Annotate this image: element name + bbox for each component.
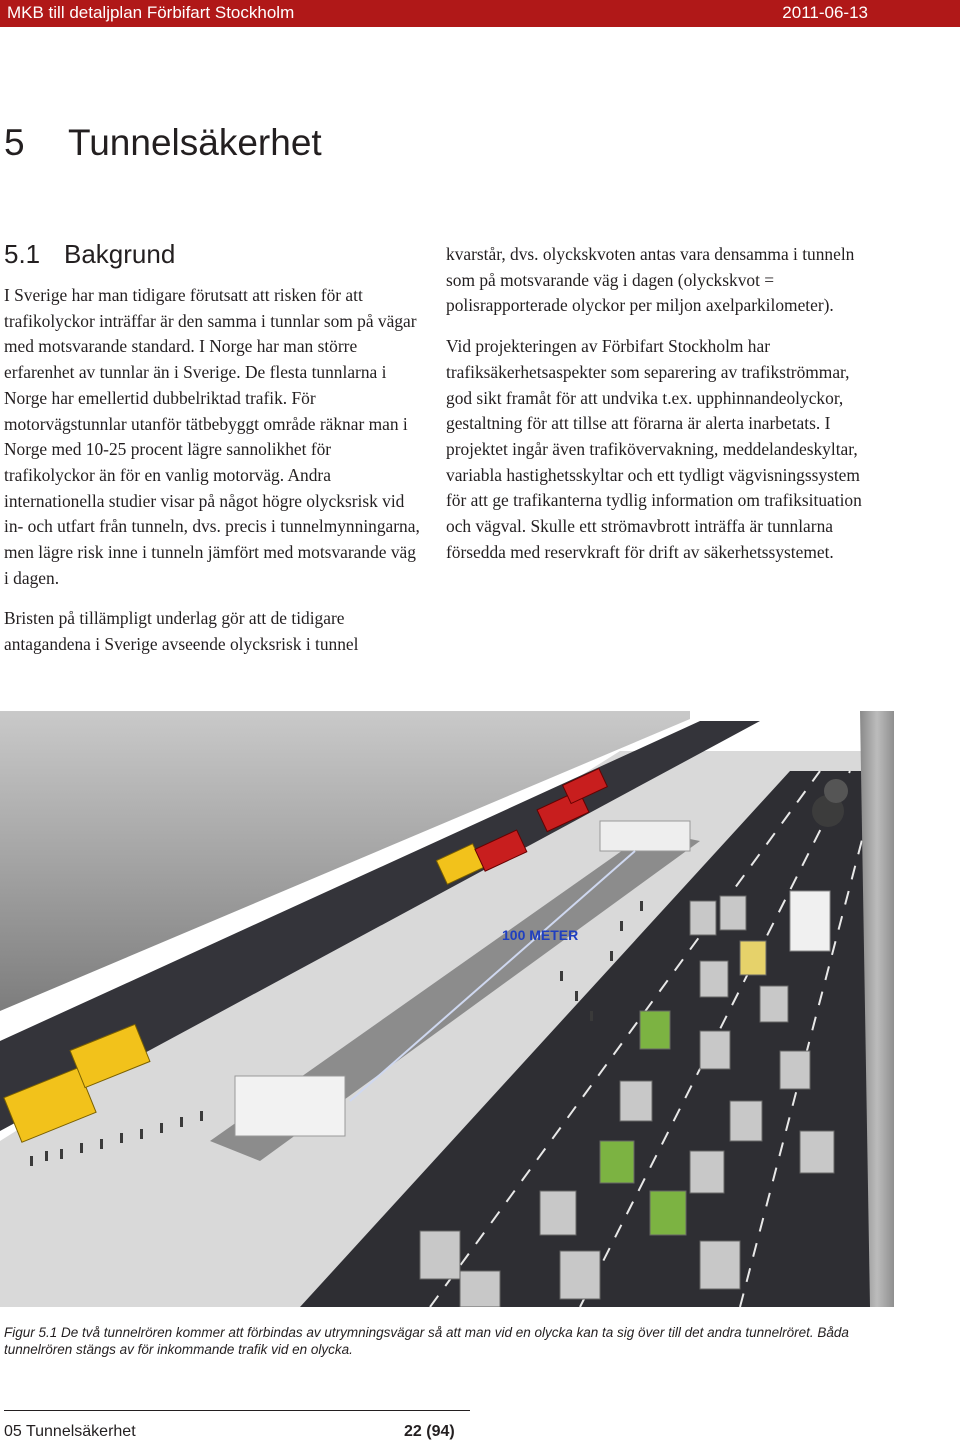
distance-label: 100 METER xyxy=(502,927,579,943)
car-icon xyxy=(460,1271,500,1307)
car-icon xyxy=(690,901,716,935)
car-icon xyxy=(620,1081,652,1121)
escape-door-bottom xyxy=(235,1076,345,1136)
section-title: Bakgrund xyxy=(64,239,176,269)
escape-door-top xyxy=(600,821,690,851)
page-number: 22 (94) xyxy=(404,1423,455,1440)
chapter-heading xyxy=(4,122,322,164)
left-column xyxy=(4,283,424,673)
footer-chapter-label: 05 Tunnelsäkerhet xyxy=(4,1423,136,1440)
document-title: MKB till detaljplan Förbifart Stockholm xyxy=(7,3,295,22)
car-icon xyxy=(640,1011,670,1049)
section-heading xyxy=(4,239,175,270)
car-icon xyxy=(540,1191,576,1235)
car-icon xyxy=(740,941,766,975)
car-icon xyxy=(650,1191,686,1235)
truck-icon xyxy=(790,891,830,951)
body-paragraph: Bristen på tillämpligt underlag gör att de tidigare antagandena i Sverige avseende olycksrisk i tunnel xyxy=(4,608,359,655)
chapter-title: Tunnelsäkerhet xyxy=(68,122,322,163)
car-icon xyxy=(700,961,728,997)
body-paragraph: I Sverige har man tidigare förutsatt att risken för att trafikolyckor inträffar är den samma i tunnlar som på vägar med motsvarande standard. I Norge har man större erfarenhet av tunnlar än i Sverige. De flesta tunnlarna i Norge har emellertid dubbelriktad trafik. För motorvägstunnlar utanför tätbebyggt område räknar man i Norge med 10-25 procent lägre sannolikhet för trafikolyckor än för en vanlig motorväg. Andra internationella studier visar på något högre olycksrisk vid in- och utfart från tunneln, dvs. precis i tunnelmynningarna, men lägre risk inne i tunneln jämfört med motsvarande väg i dagen. xyxy=(4,285,420,588)
page-footer xyxy=(0,1410,960,1443)
car-icon xyxy=(700,1241,740,1289)
right-column xyxy=(446,242,866,580)
tunnel-illustration-svg xyxy=(0,711,894,1307)
tunnel-illustration xyxy=(0,711,894,1307)
car-icon xyxy=(730,1101,762,1141)
figure-caption-prefix: Figur 5.1 xyxy=(4,1325,58,1340)
car-icon xyxy=(600,1141,634,1183)
chapter-number: 5 xyxy=(4,122,25,163)
body-paragraph: kvarstår, dvs. olyckskvoten antas vara densamma i tunneln som på motsvarande väg i dagen (olyckskvot = polisrapporterade olyckor per miljon axelparkilometer). xyxy=(446,244,855,316)
car-icon xyxy=(700,1031,730,1069)
header-bar xyxy=(0,0,960,27)
section-number: 5.1 xyxy=(4,239,41,269)
figure-caption-text: De två tunnelrören kommer att förbindas av utrymningsvägar så att man vid en olycka kan ta sig över till det andra tunnelröret. Båda tunnelrören stängs av för inkommande trafik vid en olycka. xyxy=(4,1325,849,1357)
smoke-icon xyxy=(824,779,848,803)
figure-caption xyxy=(4,1324,894,1358)
body-paragraph: Vid projekteringen av Förbifart Stockholm har trafiksäkerhetsaspekter som separering av trafikströmmar, god sikt framåt för att undvika t.ex. upphinnandeolyckor, gestaltning för att tillse att förarna är alerta inarbetats. I projektet ingår även trafikövervakning, meddelandeskyltar, variabla hastighetsskyltar och ett tydligt vägvisningssystem för att ge trafikanterna tydlig information om trafiksituation och vägval. Skulle ett strömavbrott inträffa är tunnlarna försedda med reservkraft för drift av säkerhetssystemet. xyxy=(446,336,862,562)
car-icon xyxy=(690,1151,724,1193)
footer-rule xyxy=(4,1410,470,1411)
car-icon xyxy=(800,1131,834,1173)
document-date: 2011-06-13 xyxy=(782,3,868,22)
car-icon xyxy=(420,1231,460,1279)
car-icon xyxy=(720,896,746,930)
car-icon xyxy=(780,1051,810,1089)
car-icon xyxy=(760,986,788,1022)
car-icon xyxy=(560,1251,600,1299)
